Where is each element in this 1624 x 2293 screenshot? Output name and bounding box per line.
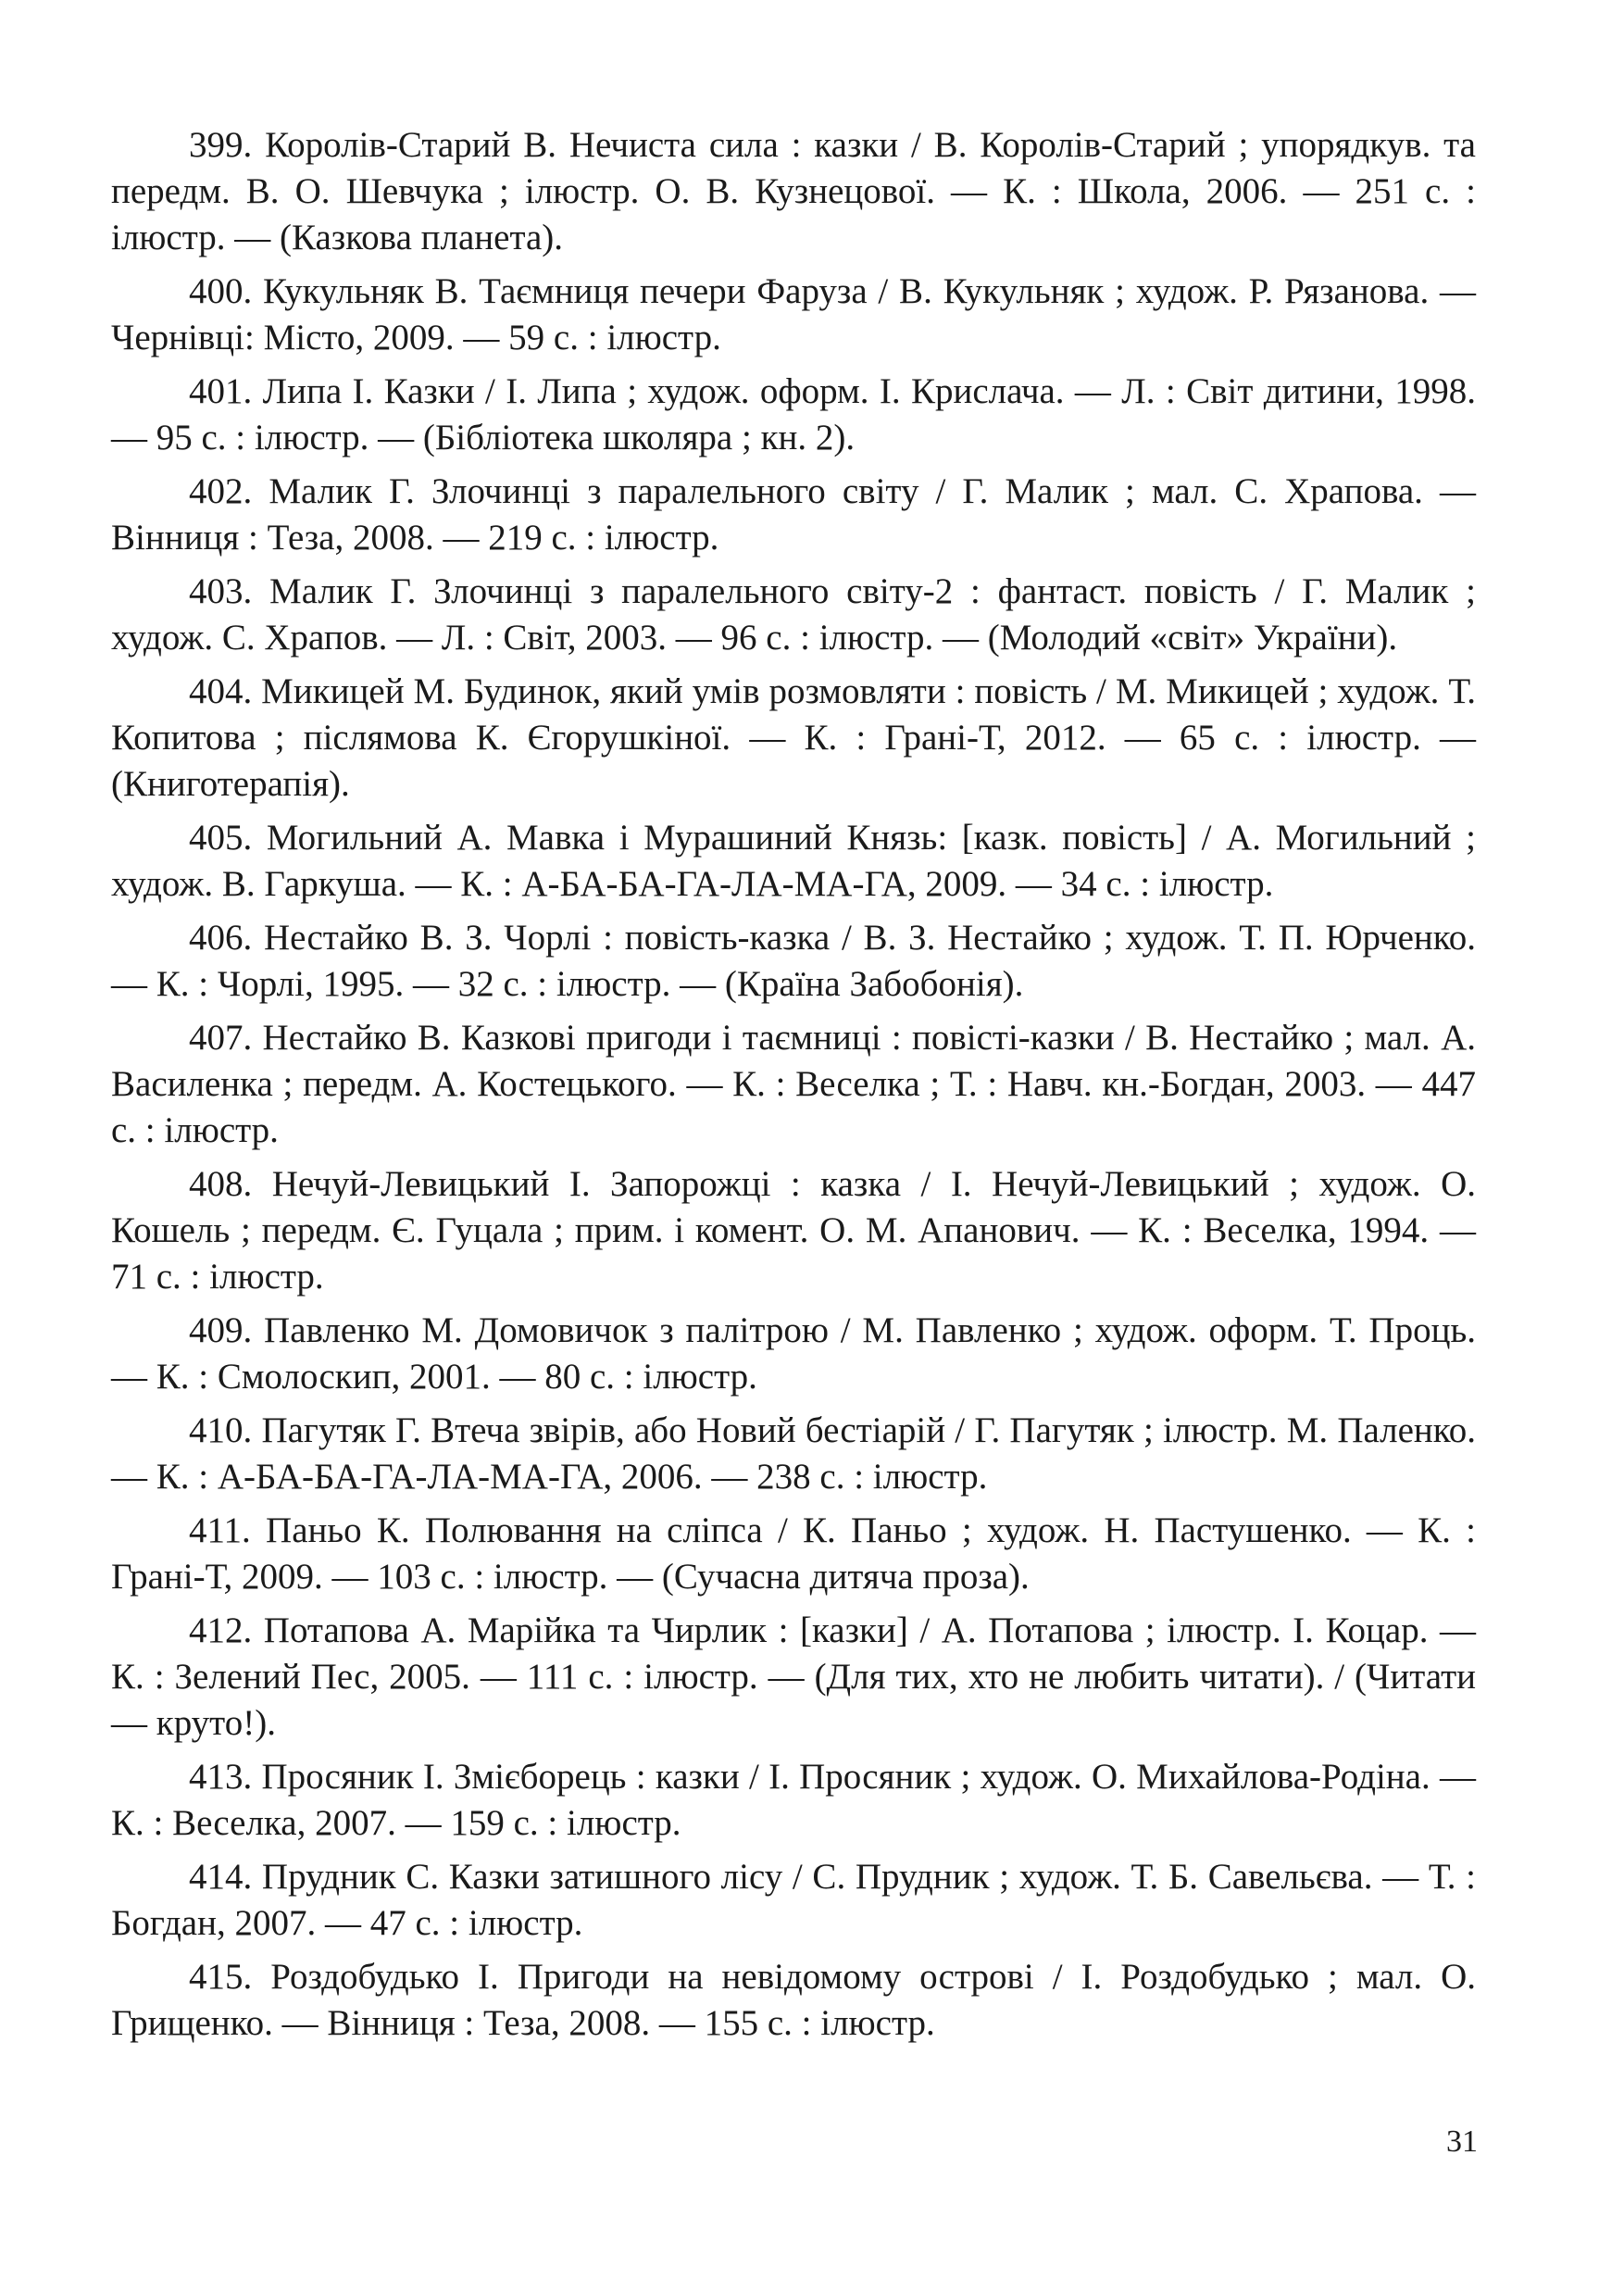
- bibliography-entry-413: 413. Просяник І. Змієборець : казки / І. Просяник ; худож. О. Михайлова-Родіна. — К. : Веселка, 2007. — 159 с. : ілюстр.: [111, 1757, 1476, 1843]
- bibliography-entry-404: 404. Микицей М. Будинок, який умів розмовляти : повість / М. Микицей ; худож. Т. Копитова ; післямова К. Єгорушкіної. — К. : Грані-Т, 2012. — 65 с. : ілюстр. — (Книготерапія).: [111, 671, 1476, 804]
- bibliography-entry-400: 400. Кукульняк В. Таємниця печери Фаруза / В. Кукульняк ; худож. Р. Рязанова. — Чернівці: Місто, 2009. — 59 с. : ілюстр.: [111, 271, 1476, 357]
- bibliography-entry-412: 412. Потапова А. Марійка та Чирлик : [казки] / А. Потапова ; ілюстр. І. Коцар. — К. : Зелений Пес, 2005. — 111 с. : ілюстр. — (Для тих, хто не любить читати). / (Читати — круто!).: [111, 1610, 1476, 1743]
- bibliography-entry-408: 408. Нечуй-Левицький І. Запорожці : казка / І. Нечуй-Левицький ; худож. О. Кошель ; передм. Є. Гуцала ; прим. і комент. О. М. Апанович. — К. : Веселка, 1994. — 71 с. : ілюстр.: [111, 1164, 1476, 1297]
- bibliography-entry-406: 406. Нестайко В. З. Чорлі : повість-казка / В. З. Нестайко ; худож. Т. П. Юрченко. — К. : Чорлі, 1995. — 32 с. : ілюстр. — (Країна Забобонія).: [111, 918, 1476, 1004]
- bibliography-entry-407: 407. Нестайко В. Казкові пригоди і таємниці : повісті-казки / В. Нестайко ; мал. А. Василенка ; передм. А. Костецького. — К. : Веселка ; Т. : Навч. кн.-Богдан, 2003. — 447 с. : ілюстр.: [111, 1018, 1476, 1150]
- bibliography-entry-410: 410. Пагутяк Г. Втеча звірів, або Новий бестіарій / Г. Пагутяк ; ілюстр. М. Паленко. — К. : А-БА-БА-ГА-ЛА-МА-ГА, 2006. — 238 с. : ілюстр.: [111, 1410, 1476, 1497]
- bibliography-entry-409: 409. Павленко М. Домовичок з палітрою / М. Павленко ; худож. оформ. Т. Проць. — К. : Смолоскип, 2001. — 80 с. : ілюстр.: [111, 1310, 1476, 1397]
- bibliography-entry-401: 401. Липа І. Казки / І. Липа ; худож. оформ. І. Крислача. — Л. : Світ дитини, 1998. — 95 с. : ілюстр. — (Бібліотека школяра ; кн. 2).: [111, 371, 1476, 457]
- bibliography-entry-399: 399. Королів-Старий В. Нечиста сила : казки / В. Королів-Старий ; упорядкув. та передм. В. О. Шевчука ; ілюстр. О. В. Кузнецової. — К. : Школа, 2006. — 251 с. : ілюстр. — (Казкова планета).: [111, 125, 1476, 257]
- bibliography-entry-415: 415. Роздобудько І. Пригоди на невідомому острові / І. Роздобудько ; мал. О. Грищенко. — Вінниця : Теза, 2008. — 155 с. : ілюстр.: [111, 1957, 1476, 2043]
- bibliography-entry-402: 402. Малик Г. Злочинці з паралельного світу / Г. Малик ; мал. С. Храпова. — Вінниця : Теза, 2008. — 219 с. : ілюстр.: [111, 471, 1476, 558]
- bibliography-list: [111, 122, 1476, 2054]
- bibliography-entry-405: 405. Могильний А. Мавка і Мурашиний Князь: [казк. повість] / А. Могильний ; худож. В. Гаркуша. — К. : А-БА-БА-ГА-ЛА-МА-ГА, 2009. — 34 с. : ілюстр.: [111, 818, 1476, 904]
- bibliography-entry-414: 414. Прудник С. Казки затишного лісу / С. Прудник ; худож. Т. Б. Савельєва. — Т. : Богдан, 2007. — 47 с. : ілюстр.: [111, 1857, 1476, 1943]
- bibliography-entry-411: 411. Паньо К. Полювання на сліпса / К. Паньо ; худож. Н. Пастушенко. — К. : Грані-Т, 2009. — 103 с. : ілюстр. — (Сучасна дитяча проза).: [111, 1510, 1476, 1597]
- page-number: 31: [1446, 2124, 1478, 2159]
- bibliography-entry-403: 403. Малик Г. Злочинці з паралельного світу-2 : фантаст. повість / Г. Малик ; худож. С. Храпов. — Л. : Світ, 2003. — 96 с. : ілюстр. — (Молодий «світ» України).: [111, 571, 1476, 658]
